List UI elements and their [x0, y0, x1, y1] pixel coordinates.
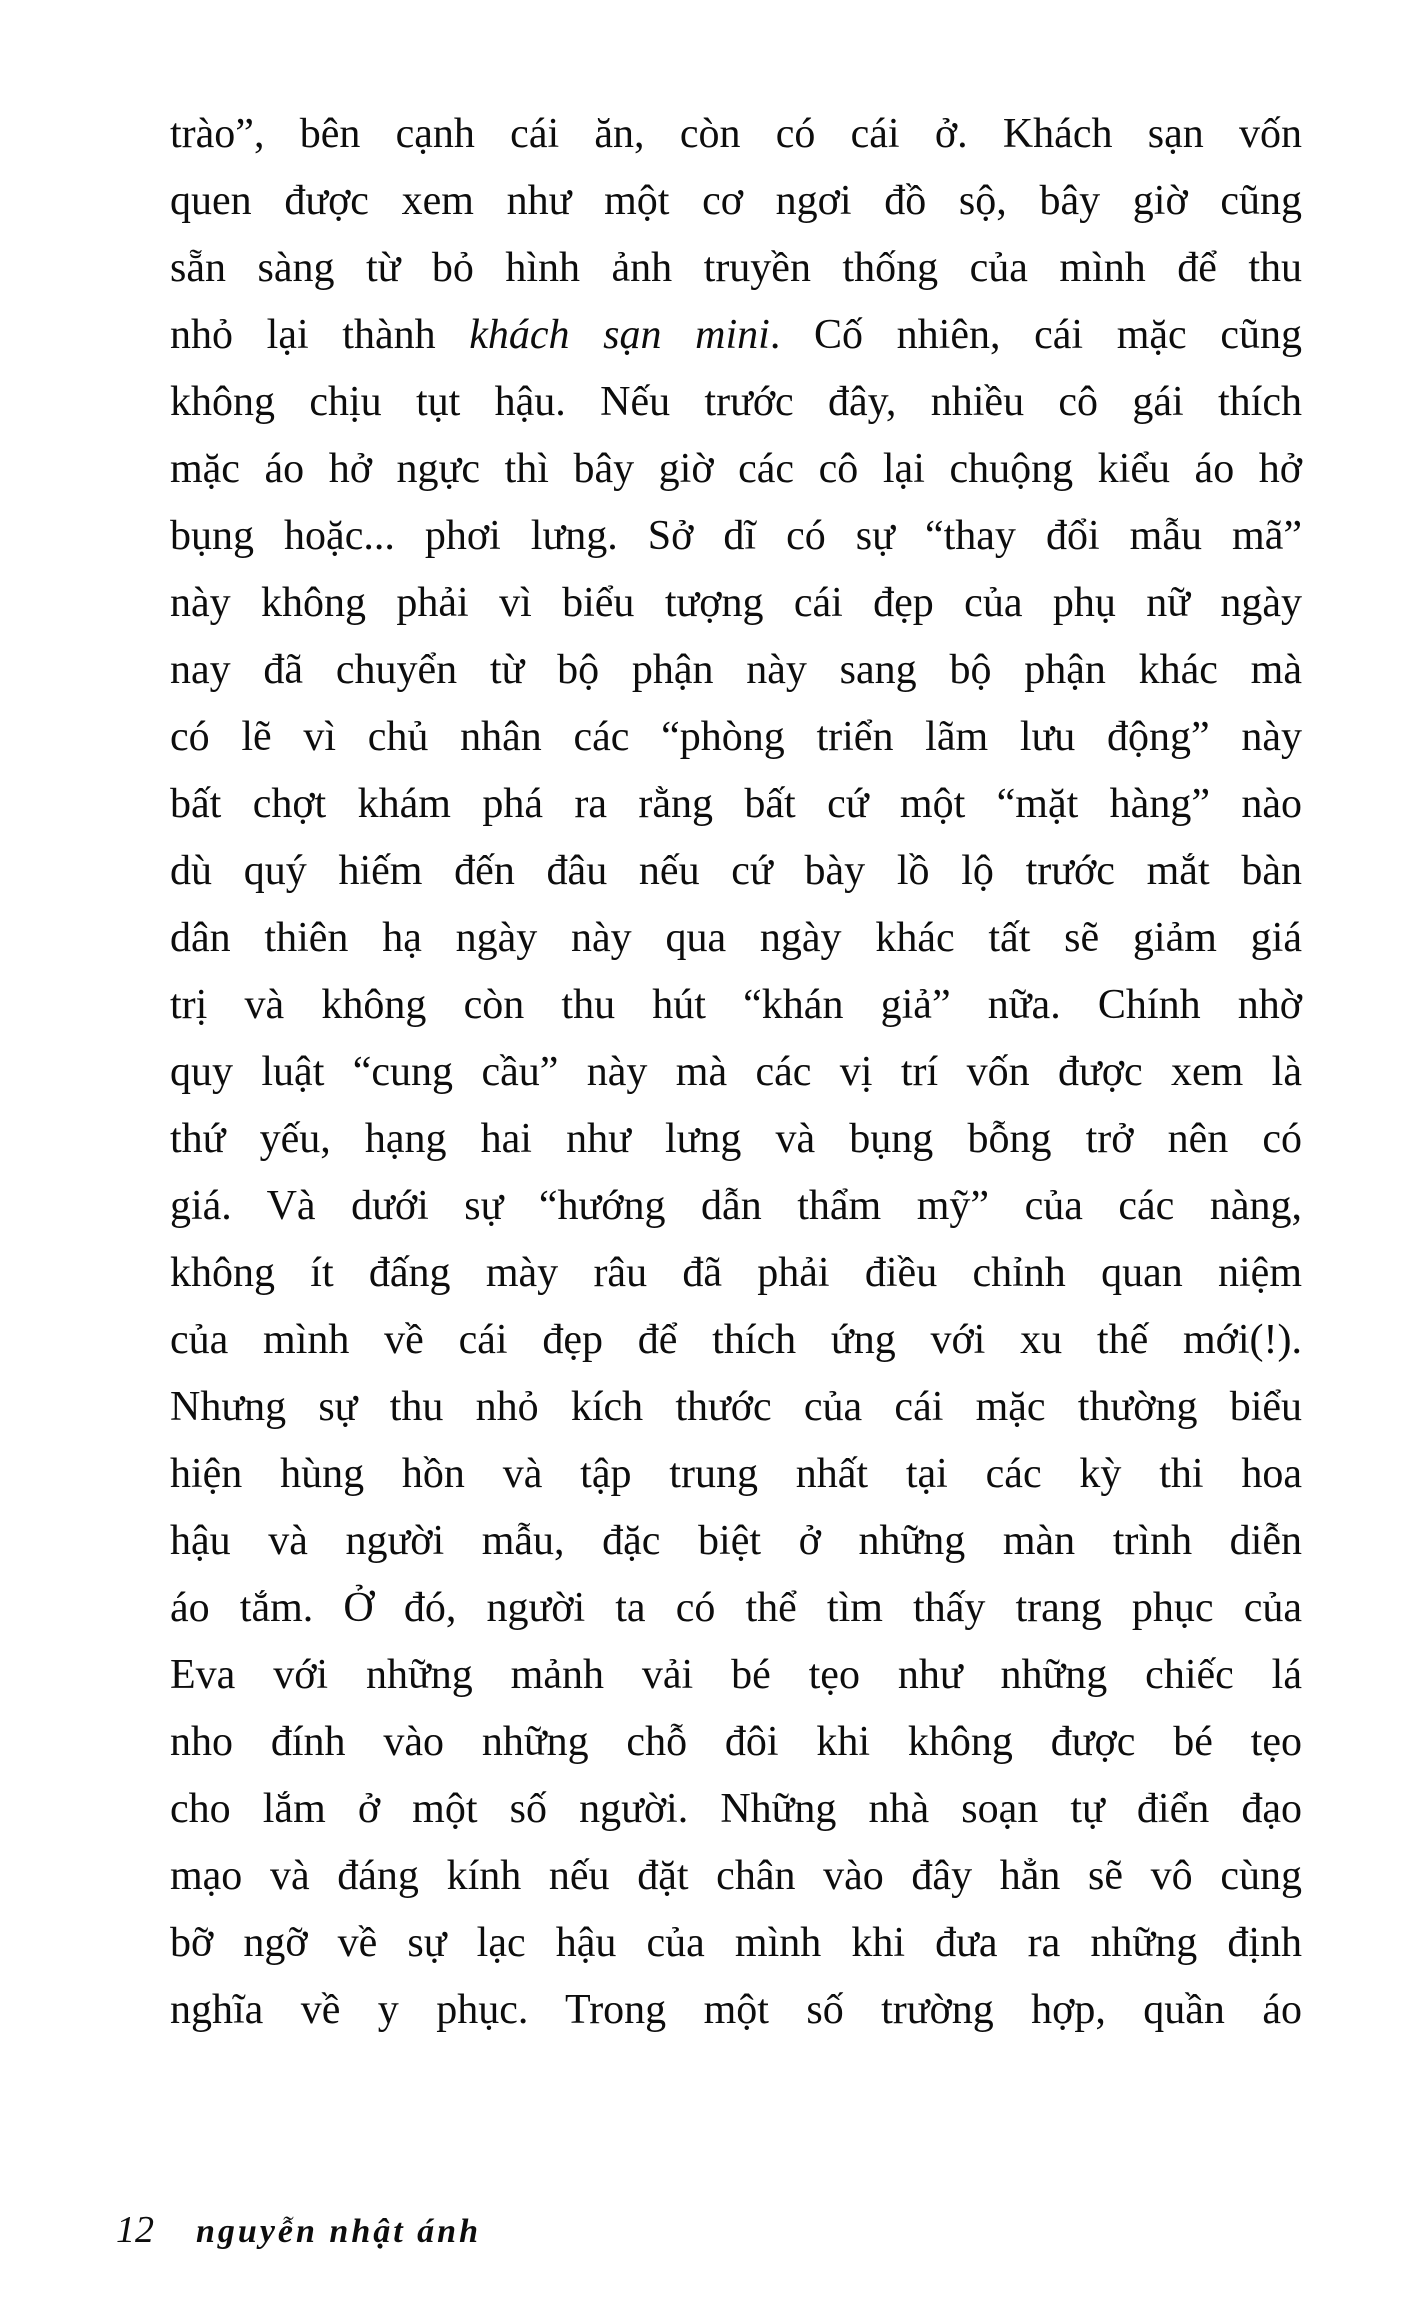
text-line: [170, 436, 1302, 503]
text-line: [170, 771, 1302, 838]
text-line: [170, 1642, 1302, 1709]
text-segment: quen được xem như một cơ ngơi đồ sộ, bây giờ cũng: [170, 178, 1302, 224]
page-footer: [116, 2208, 481, 2252]
text-segment: trào”, bên cạnh cái ăn, còn có cái ở. Khách sạn vốn: [170, 111, 1302, 157]
text-line: [170, 302, 1302, 369]
text-line: [170, 1575, 1302, 1642]
text-line: [170, 905, 1302, 972]
text-segment: Eva với những mảnh vải bé tẹo như những chiếc lá: [170, 1652, 1302, 1698]
text-segment: dù quý hiếm đến đâu nếu cứ bày lồ lộ trước mắt bàn: [170, 848, 1302, 894]
text-segment: áo tắm. Ở đó, người ta có thể tìm thấy trang phục của: [170, 1585, 1302, 1631]
text-segment: nhỏ lại thành: [170, 312, 470, 358]
text-line: [170, 1441, 1302, 1508]
text-segment: Nhưng sự thu nhỏ kích thước của cái mặc thường biểu: [170, 1384, 1302, 1430]
italic-text-segment: khách sạn mini: [469, 312, 770, 358]
text-segment: hiện hùng hồn và tập trung nhất tại các kỳ thi hoa: [170, 1451, 1302, 1497]
text-line: [170, 704, 1302, 771]
text-line: [170, 972, 1302, 1039]
text-segment: không chịu tụt hậu. Nếu trước đây, nhiều cô gái thích: [170, 379, 1302, 425]
text-segment: bất chợt khám phá ra rằng bất cứ một “mặt hàng” nào: [170, 781, 1302, 827]
text-lines: [170, 101, 1302, 2044]
text-segment: nho đính vào những chỗ đôi khi không được bé tẹo: [170, 1719, 1302, 1765]
text-line: [170, 235, 1302, 302]
text-segment: quy luật “cung cầu” này mà các vị trí vốn được xem là: [170, 1049, 1302, 1095]
text-segment: sẵn sàng từ bỏ hình ảnh truyền thống của mình để thu: [170, 245, 1302, 291]
text-line: [170, 1843, 1302, 1910]
text-line: [170, 637, 1302, 704]
text-segment: không ít đấng mày râu đã phải điều chỉnh quan niệm: [170, 1250, 1302, 1296]
text-line: [170, 1106, 1302, 1173]
text-segment: cho lắm ở một số người. Những nhà soạn tự điển đạo: [170, 1786, 1302, 1832]
text-segment: bỡ ngỡ về sự lạc hậu của mình khi đưa ra những định: [170, 1920, 1302, 1966]
text-segment: thứ yếu, hạng hai như lưng và bụng bỗng trở nên có: [170, 1116, 1302, 1162]
text-line: [170, 570, 1302, 637]
text-segment: nay đã chuyển từ bộ phận này sang bộ phận khác mà: [170, 647, 1302, 693]
text-segment: hậu và người mẫu, đặc biệt ở những màn trình diễn: [170, 1518, 1302, 1564]
text-line: [170, 838, 1302, 905]
text-segment: giá. Và dưới sự “hướng dẫn thẩm mỹ” của các nàng,: [170, 1183, 1302, 1229]
text-line: [170, 1039, 1302, 1106]
text-segment: bụng hoặc... phơi lưng. Sở dĩ có sự “thay đổi mẫu mã”: [170, 513, 1302, 559]
text-line: [170, 503, 1302, 570]
text-line: [170, 168, 1302, 235]
text-line: [170, 1709, 1302, 1776]
text-segment: nghĩa về y phục. Trong một số trường hợp, quần áo: [170, 1987, 1302, 2033]
text-line: [170, 369, 1302, 436]
text-line: [170, 1910, 1302, 1977]
text-line: [170, 1240, 1302, 1307]
page-number: 12: [116, 2209, 154, 2251]
text-line: [170, 1977, 1302, 2044]
text-line: [170, 101, 1302, 168]
text-segment: có lẽ vì chủ nhân các “phòng triển lãm lưu động” này: [170, 714, 1302, 760]
text-line: [170, 1374, 1302, 1441]
author-name: nguyễn nhật ánh: [196, 2213, 481, 2250]
text-line: [170, 1508, 1302, 1575]
text-segment: của mình về cái đẹp để thích ứng với xu thế mới(!).: [170, 1317, 1302, 1363]
text-line: [170, 1173, 1302, 1240]
text-segment: dân thiên hạ ngày này qua ngày khác tất sẽ giảm giá: [170, 915, 1302, 961]
text-segment: trị và không còn thu hút “khán giả” nữa. Chính nhờ: [170, 982, 1302, 1028]
text-line: [170, 1307, 1302, 1374]
text-segment: mạo và đáng kính nếu đặt chân vào đây hẳn sẽ vô cùng: [170, 1853, 1302, 1899]
text-line: [170, 1776, 1302, 1843]
text-segment: này không phải vì biểu tượng cái đẹp của phụ nữ ngày: [170, 580, 1302, 626]
text-segment: . Cố nhiên, cái mặc cũng: [769, 312, 1302, 358]
text-segment: mặc áo hở ngực thì bây giờ các cô lại chuộng kiểu áo hở: [170, 446, 1302, 492]
